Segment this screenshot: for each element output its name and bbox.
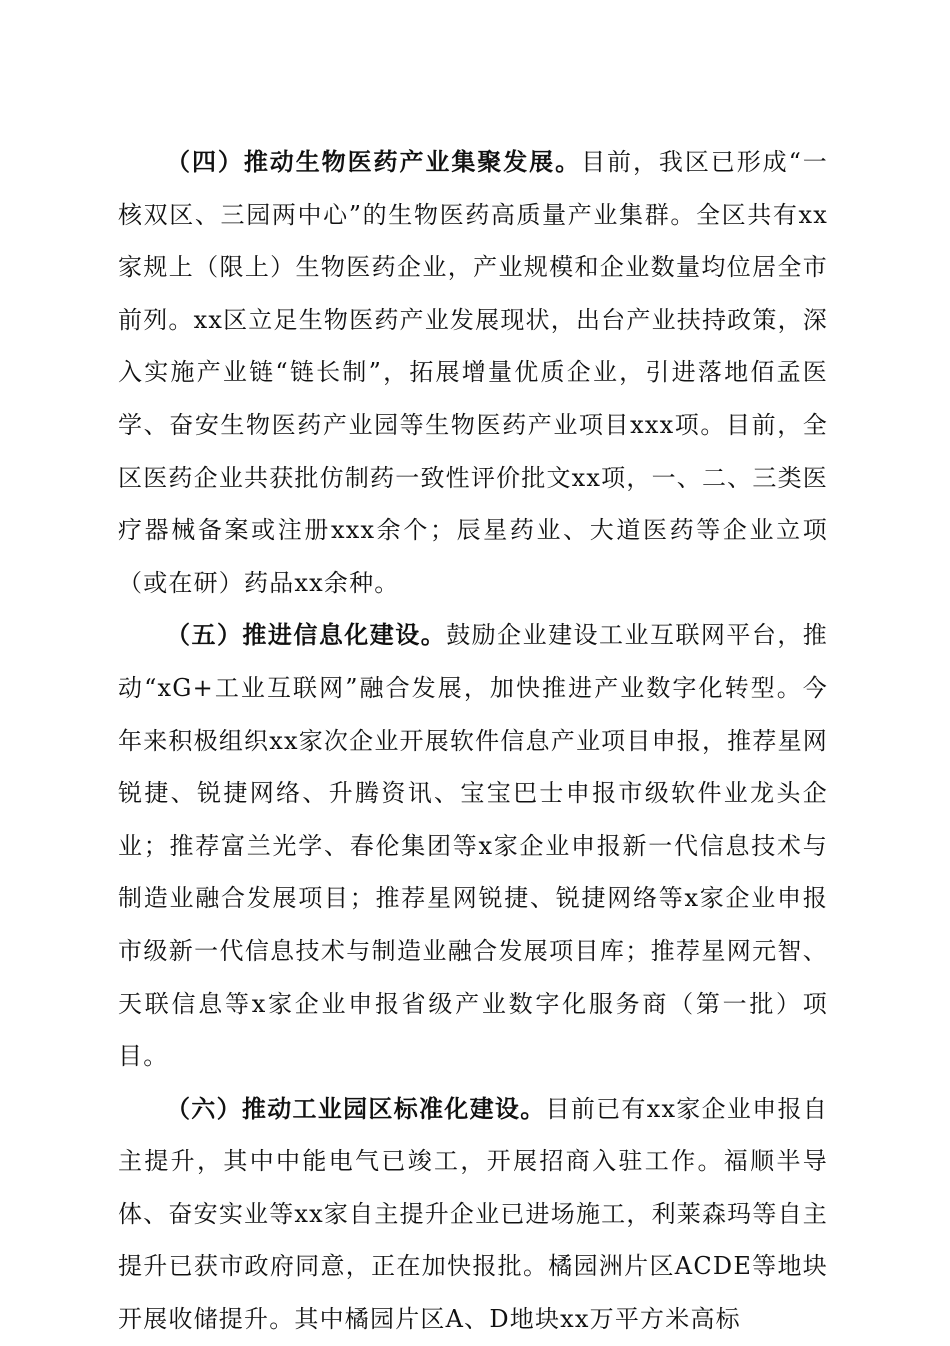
paragraph-informatization (118, 609, 828, 1082)
document-body (118, 136, 828, 1346)
paragraph-industrial-park (118, 1083, 828, 1346)
paragraph-text-6: 目前已有xx家企业申报自主提升，其中中能电气已竣工，开展招商入驻工作。福顺半导体、奋安实业等xx家自主提升企业已进场施工，利莱森玛等自主提升已获市政府同意，正在加快报批。橘园洲片区ACDE等地块开展收储提升。其中橘园片区A、D地块xx万平方米高标 (118, 1094, 828, 1334)
paragraph-text-4: 目前，我区已形成“一核双区、三园两中心”的生物医药高质量产业集群。全区共有xx家规上（限上）生物医药企业，产业规模和企业数量均位居全市前列。xx区立足生物医药产业发展现状，出台产业扶持政策，深入实施产业链“链长制”，拓展增量优质企业，引进落地佰孟医学、奋安生物医药产业园等生物医药产业项目xxx项。目前，全区医药企业共获批仿制药一致性评价批文xx项，一、二、三类医疗器械备案或注册xxx余个；辰星药业、大道医药等企业立项（或在研）药品xx余种。 (118, 148, 828, 597)
paragraph-text-5: 鼓励企业建设工业互联网平台，推动“xG+工业互联网”融合发展，加快推进产业数字化转型。今年来积极组织xx家次企业开展软件信息产业项目申报，推荐星网锐捷、锐捷网络、升腾资讯、宝宝巴士申报市级软件业龙头企业；推荐富兰光学、春伦集团等x家企业申报新一代信息技术与制造业融合发展项目；推荐星网锐捷、锐捷网络等x家企业申报市级新一代信息技术与制造业融合发展项目库；推荐星网元智、天联信息等x家企业申报省级产业数字化服务商（第一批）项目。 (118, 621, 829, 1071)
section-heading-6: （六）推动工业园区标准化建设。 (166, 1093, 546, 1123)
section-heading-4: （四）推动生物医药产业集聚发展。 (166, 147, 582, 176)
section-heading-5: （五）推进信息化建设。 (166, 620, 447, 650)
paragraph-biomedicine (118, 136, 828, 609)
